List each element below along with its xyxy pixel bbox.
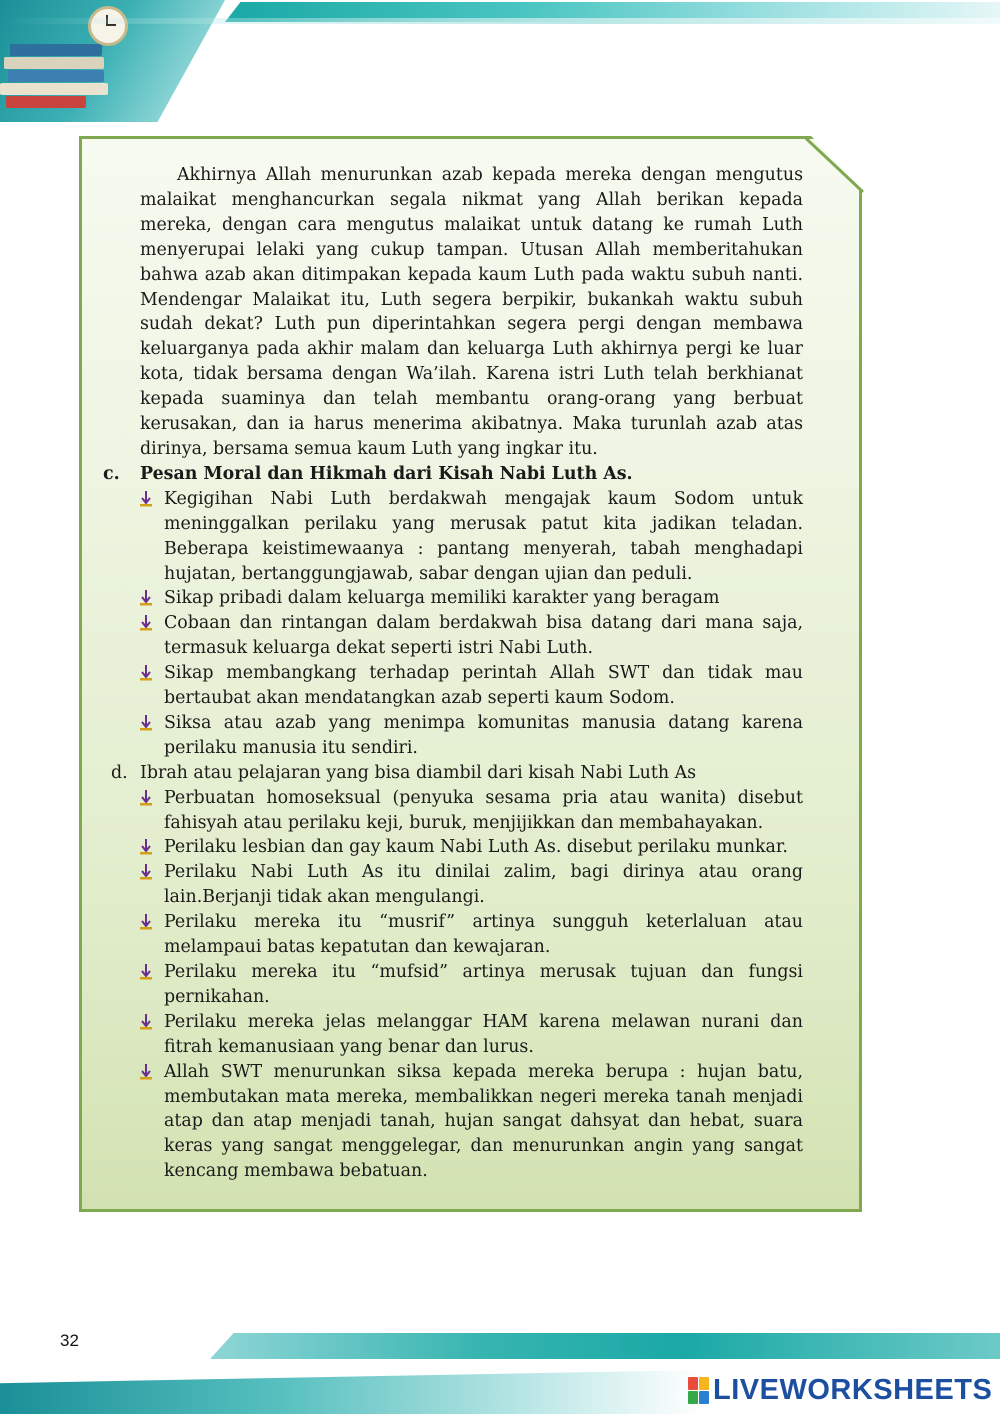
list-item [139,1060,803,1185]
list-item-text: Perbuatan homoseksual (penyuka sesama pria atau wanita) disebut fahisyah atau perilaku keji, buruk, menjijikkan dan membahayakan. [164,787,803,833]
text-area [101,163,803,1184]
liveworksheets-logo-icon [688,1377,709,1404]
section-title: Pesan Moral dan Hikmah dari Kisah Nabi Luth As. [140,463,633,484]
list-item-text: Perilaku mereka itu “mufsid” artinya merusak tujuan dan fungsi pernikahan. [164,962,803,1007]
arrow-down-bullet-icon [139,1014,153,1030]
arrow-down-bullet-icon [139,590,153,606]
section-c-heading [101,462,803,487]
alarm-clock-icon [88,6,128,46]
book-stack-illustration [10,44,102,56]
brand-name: LIVEWORKSHEETS [713,1373,993,1406]
section-title: Ibrah atau pelajaran yang bisa diambil dari kisah Nabi Luth As [140,762,697,783]
list-item-text: Perilaku Nabi Luth As itu dinilai zalim, bagi dirinya atau orang lain.Berjanji tidak akan mengulangi. [164,862,803,908]
section-d-list [101,786,803,1185]
logo-tile [688,1377,698,1390]
list-item [139,835,803,860]
arrow-down-bullet-icon [139,715,153,731]
list-item [139,711,803,761]
list-item [139,910,803,960]
clock-hand [106,24,116,26]
list-item [139,487,803,587]
list-item-text: Perilaku mereka itu “musrif” artinya sungguh keterlaluan atau melampaui batas kepatutan dan kewajaran. [164,912,803,958]
list-item [139,786,803,836]
book-illustration [6,96,86,108]
page-number: 32 [60,1331,79,1350]
logo-tile [699,1391,709,1404]
list-item-text: Siksa atau azab yang menimpa komunitas manusia datang karena perilaku manusia itu sendiri. [164,712,803,758]
list-item-text: Perilaku lesbian dan gay kaum Nabi Luth As. disebut perilaku munkar. [164,837,788,858]
section-c-list [101,487,803,761]
arrow-down-bullet-icon [139,790,153,806]
list-item [139,1010,803,1060]
list-item-text: Sikap pribadi dalam keluarga memiliki karakter yang beragam [164,588,720,609]
arrow-down-bullet-icon [139,615,153,631]
book-illustration [0,83,108,95]
content-box-corner [805,136,865,194]
list-item-text: Allah SWT menurunkan siksa kepada mereka berupa : hujan batu, membutakan mata mereka, membalikkan negeri mereka tanah menjadi atap dan atap menjadi tanah, hujan sangat dahsyat dan hebat, suara keras yang sangat menggelegar, dan menurunkan angin yang sangat kencang membawa bebatuan. [164,1061,803,1182]
arrow-down-bullet-icon [139,1064,153,1080]
list-item [139,661,803,711]
arrow-down-bullet-icon [139,964,153,980]
arrow-down-bullet-icon [139,914,153,930]
logo-tile [699,1377,709,1390]
list-item-text: Perilaku mereka jelas melanggar HAM karena melawan nurani dan fitrah kemanusiaan yang benar dan lurus. [164,1011,803,1057]
arrow-down-bullet-icon [139,491,153,507]
book-illustration [8,70,104,82]
logo-tile [688,1391,698,1404]
list-item [139,586,803,611]
list-item [139,960,803,1010]
list-item-text: Cobaan dan rintangan dalam berdakwah bisa datang dari mana saja, termasuk keluarga dekat seperti istri Nabi Luth. [164,613,803,659]
book-illustration [4,57,104,69]
footer-band-lower [0,1370,700,1414]
section-d-heading [101,761,803,786]
section-letter: c. [103,463,120,484]
liveworksheets-brand[interactable] [688,1374,992,1406]
footer-band [210,1333,1000,1359]
list-item [139,611,803,661]
arrow-down-bullet-icon [139,864,153,880]
list-item-text: Kegigihan Nabi Luth berdakwah mengajak kaum Sodom untuk meninggalkan perilaku yang merusak patut kita jadikan teladan. Beberapa keistimewaanya : pantang menyerah, tabah menghadapi hujatan, bertanggungjawab, sabar dengan ujian dan peduli. [164,488,803,584]
intro-paragraph: Akhirnya Allah menurunkan azab kepada mereka dengan mengutus malaikat menghancurkan segala nikmat yang Allah berikan kepada mereka, dengan cara mengutus malaikat untuk datang ke rumah Luth menyerupai lelaki yang cukup tampan. Utusan Allah memberitahukan bahwa azab akan ditimpakan kepada kaum Luth pada waktu subuh nanti. Mendengar Malaikat itu, Luth segera berpikir, bukankah waktu subuh sudah dekat? Luth pun diperintahkan segera pergi dengan membawa keluarganya pada akhir malam dan keluarga Luth akhirnya pergi ke luar kota, tidak bersama dengan Wa’ilah. Karena istri Luth telah berkhianat kepada suaminya dan telah membantu orang-orang yang berbuat kerusakan, dan ia harus menerima akibatnya. Maka turunlah azab atas dirinya, bersama semua kaum Luth yang ingkar itu. [140,165,803,459]
header-band-line [0,18,1000,24]
arrow-down-bullet-icon [139,839,153,855]
arrow-down-bullet-icon [139,665,153,681]
list-item-text: Sikap membangkang terhadap perintah Allah SWT dan tidak mau bertaubat akan mendatangkan azab seperti kaum Sodom. [164,663,803,709]
list-item [139,860,803,910]
section-letter: d. [111,762,128,783]
